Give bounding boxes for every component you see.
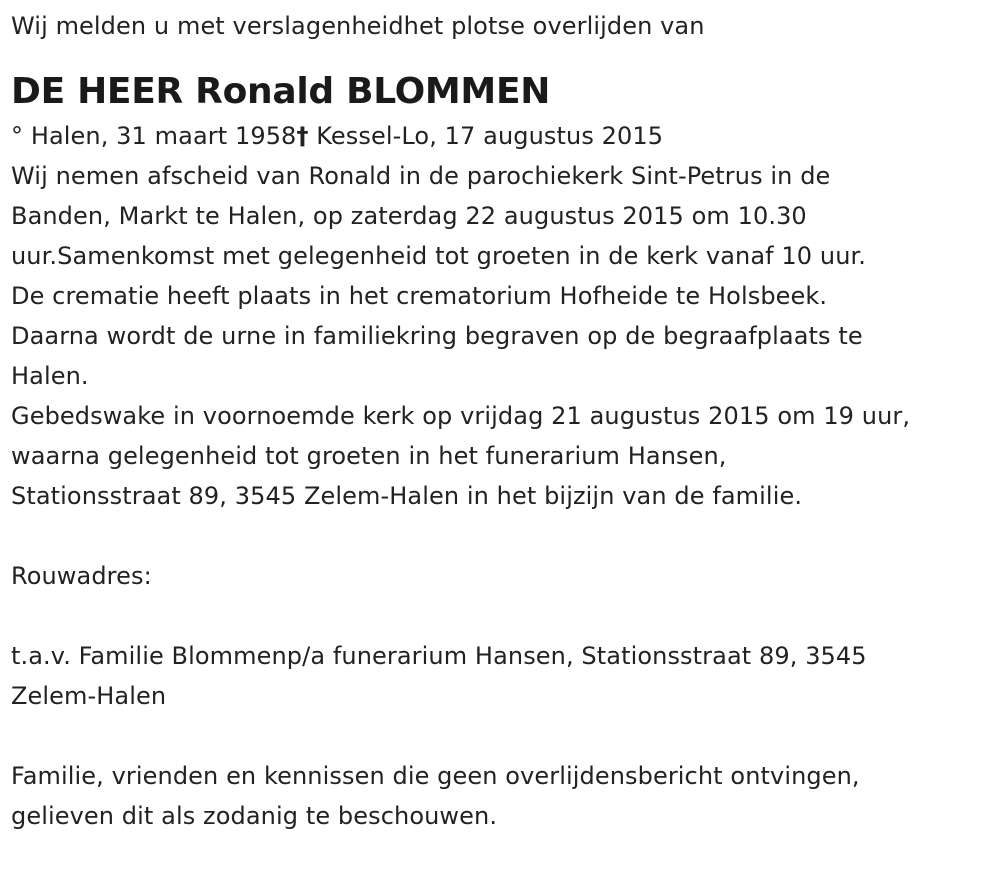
life-dates <box>11 116 986 156</box>
ceremony-line: uur.Samenkomst met gelegenheid tot groeten in de kerk vanaf 10 uur. <box>11 242 866 270</box>
death-notice <box>11 6 986 836</box>
closing-paragraph <box>11 756 986 836</box>
ceremony-line: Daarna wordt de urne in familiekring begraven op de begraafplaats te <box>11 322 863 350</box>
ceremony-line: Stationsstraat 89, 3545 Zelem-Halen in het bijzijn van de familie. <box>11 482 803 510</box>
closing-line: Familie, vrienden en kennissen die geen overlijdensbericht ontvingen, <box>11 762 860 790</box>
spacer <box>11 716 986 756</box>
ceremony-line: Halen. <box>11 362 89 390</box>
address-line: t.a.v. Familie Blommenp/a funerarium Hansen, Stationsstraat 89, 3545 <box>11 642 867 670</box>
ceremony-line: Banden, Markt te Halen, op zaterdag 22 augustus 2015 om 10.30 <box>11 202 807 230</box>
spacer <box>11 596 986 636</box>
ceremony-line: De crematie heeft plaats in het crematorium Hofheide te Holsbeek. <box>11 282 828 310</box>
cross-icon: † <box>296 122 309 150</box>
deceased-name: DE HEER Ronald BLOMMEN <box>11 71 551 112</box>
closing-line: gelieven dit als zodanig te beschouwen. <box>11 802 498 830</box>
birth-info: ° Halen, 31 maart 1958 <box>11 122 297 150</box>
death-info: Kessel-Lo, 17 augustus 2015 <box>308 122 664 150</box>
ceremony-line: Gebedswake in voornoemde kerk op vrijdag 21 augustus 2015 om 19 uur, <box>11 402 911 430</box>
ceremony-line: Wij nemen afscheid van Ronald in de parochiekerk Sint-Petrus in de <box>11 162 831 190</box>
spacer <box>11 516 986 556</box>
intro-text: Wij melden u met verslagenheidhet plotse overlijden van <box>11 12 705 40</box>
mourning-address <box>11 636 986 716</box>
address-label: Rouwadres: <box>11 562 152 590</box>
ceremony-paragraph <box>11 156 986 516</box>
ceremony-line: waarna gelegenheid tot groeten in het funerarium Hansen, <box>11 442 727 470</box>
address-line: Zelem-Halen <box>11 682 167 710</box>
